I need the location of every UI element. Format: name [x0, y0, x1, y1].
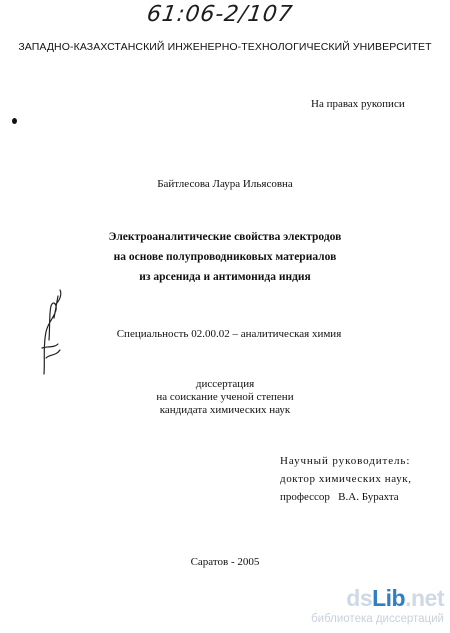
dissertation-title: [0, 227, 450, 287]
degree-info: [0, 378, 450, 417]
title-line: Электроаналитические свойства электродов: [108, 231, 342, 243]
degree-line: кандидата химических наук: [159, 404, 291, 416]
advisor-degree: доктор химических наук,: [280, 473, 412, 485]
watermark-logo: dsLib.net: [346, 585, 444, 611]
handwritten-catalog-number: 61:06-2/107: [145, 2, 295, 27]
specialty-line: Специальность 02.00.02 – аналитическая химия: [116, 328, 342, 340]
punch-hole-mark: [12, 118, 17, 124]
watermark-subtitle: библиотека диссертаций: [311, 613, 444, 625]
advisor-heading: Научный руководитель:: [280, 455, 411, 467]
degree-line: на соискание ученой степени: [156, 391, 294, 403]
author-name: Байтлесова Лаура Ильясовна: [157, 178, 293, 190]
title-line: на основе полупроводниковых материалов: [113, 251, 337, 263]
city-year: Саратов - 2005: [190, 556, 260, 568]
degree-line: диссертация: [195, 378, 255, 390]
advisor-name: профессор В.А. Бурахта: [280, 491, 399, 503]
scientific-advisor: [280, 452, 412, 506]
title-line: из арсенида и антимонида индия: [139, 271, 311, 283]
dslib-watermark: [311, 585, 450, 633]
rights-notice: На правах рукописи: [311, 98, 405, 110]
university-name: ЗАПАДНО-КАЗАХСТАНСКИЙ ИНЖЕНЕРНО-ТЕХНОЛОГИЧЕСКИЙ УНИВЕРСИТЕТ: [18, 41, 432, 53]
